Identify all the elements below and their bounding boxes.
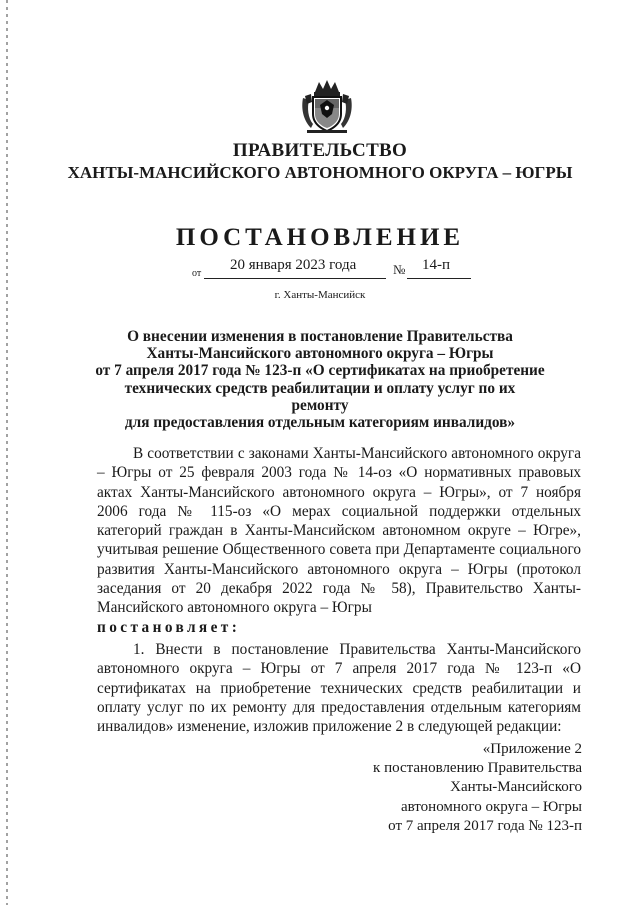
document-number: 14-п	[422, 257, 451, 273]
preamble	[97, 444, 581, 637]
number-underline	[407, 278, 471, 279]
appendix-reference	[322, 740, 582, 836]
date-underline	[204, 278, 386, 279]
document-type: ПОСТАНОВЛЕНИЕ	[175, 224, 465, 251]
heading-line: О внесении изменения в постановление Правительства	[127, 328, 513, 345]
appendix-line: от 7 апреля 2017 года № 123-п	[388, 817, 582, 834]
document-heading	[95, 328, 545, 431]
resolves-word: постановляет:	[97, 618, 241, 636]
preamble-text: В соответствии с законами Ханты-Мансийского автономного округа – Югры от 25 февраля 2003 года № 14-оз «О нормативных правовых актах Ханты-Мансийского автономного округа – Югры», от 7 ноября 2006 года № 115-оз «О мерах социальной поддержки отдельных категорий граждан в Ханты-Мансийском автономном округе – Югре», учитывая решение Общественного совета при Департаменте социального развития Ханты-Мансийского автономного округа – Югры (протокол заседания от 20 декабря 2022 года № 58), Правительство Ханты-Мансийского автономного округа – Югры	[97, 445, 581, 617]
heading-line: Ханты-Мансийского автономного округа – Югры	[146, 345, 494, 363]
number-prefix: №	[393, 262, 406, 277]
document-date: 20 января 2023 года	[230, 257, 357, 273]
date-prefix: от	[192, 268, 202, 279]
coat-of-arms-icon	[299, 78, 355, 136]
heading-line: для предоставления отдельным категориям инвалидов»	[124, 414, 516, 432]
heading-line: технических средств реабилитации и оплату услуг по их ремонту	[124, 379, 516, 414]
scan-edge	[6, 0, 8, 905]
preamble-paragraph	[97, 444, 581, 637]
appendix-line: Ханты-Мансийского	[450, 779, 582, 796]
appendix-line: к постановлению Правительства	[373, 760, 582, 777]
government-title: ПРАВИТЕЛЬСТВО	[232, 140, 408, 161]
government-subtitle: ХАНТЫ-МАНСИЙСКОГО АВТОНОМНОГО ОКРУГА – ЮГРЫ	[67, 163, 573, 182]
document-city: г. Ханты-Мансийск	[274, 289, 366, 301]
appendix-line: «Приложение 2	[482, 741, 582, 757]
heading-line: от 7 апреля 2017 года № 123-п «О сертификатах на приобретение	[95, 362, 545, 380]
clause-1: 1. Внести в постановление Правительства Ханты-Мансийского автономного округа – Югры от 7 апреля 2017 года № 123-п «О сертификатах на приобретение технических средств реабилитации и оплату услуг по их ремонту для предоставления отдельным категориям инвалидов» изменение, изложив приложение 2 в следующей редакции:	[97, 641, 581, 736]
appendix-line: автономного округа – Югры	[400, 798, 582, 815]
